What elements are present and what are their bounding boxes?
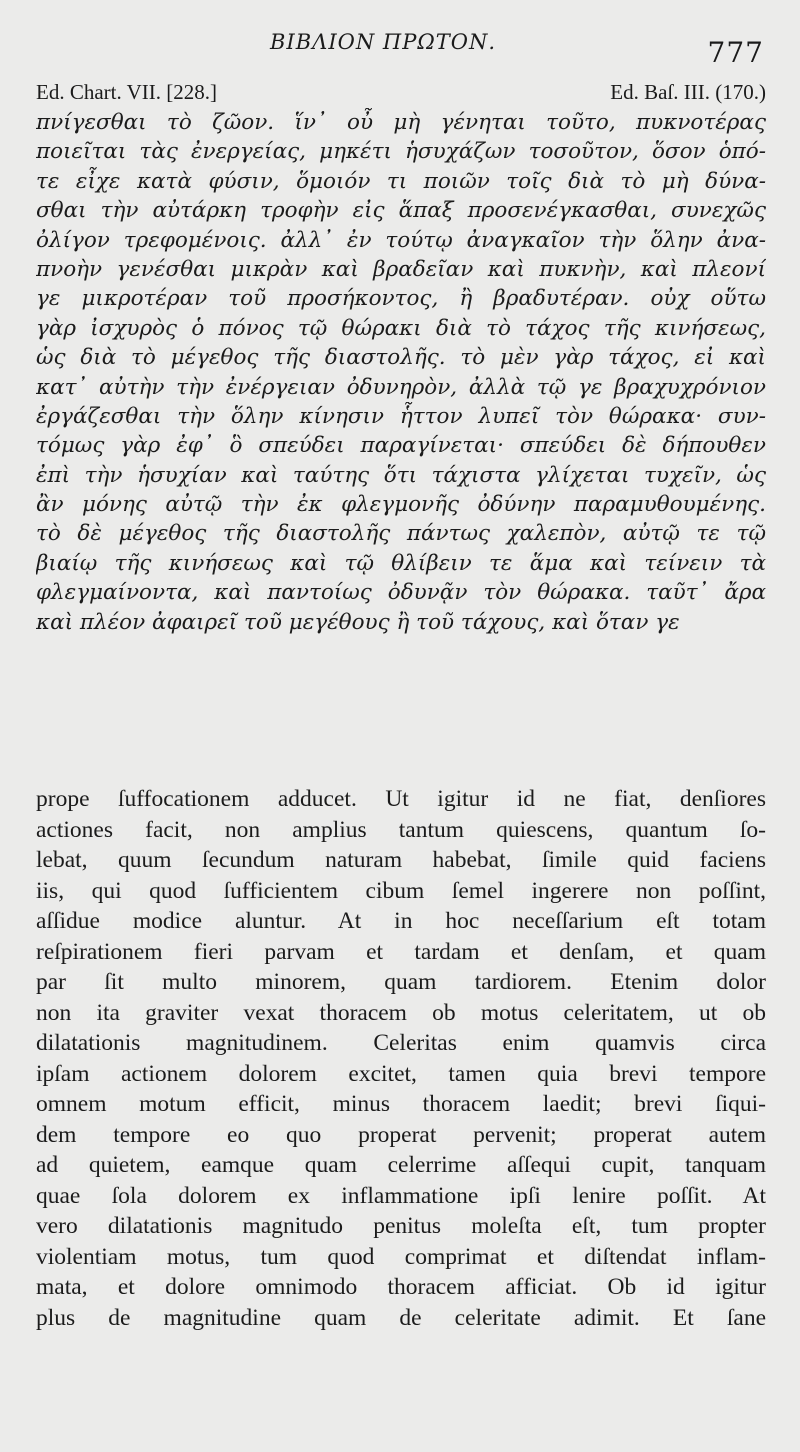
latin-text-line: dilatationis magnitudinem. Celeritas enim quamvis circa	[36, 1030, 766, 1056]
latin-text-line: quae ſola dolorem ex inflammatione ipſi lenire poſſit. At	[36, 1182, 766, 1209]
page-number: 777	[707, 36, 764, 69]
latin-text-line: lebat, quum ſecundum naturam habebat, ſimile quid faciens	[36, 847, 766, 873]
greek-text-line: σθαι τὴν αὐτάρκη τροφὴν εἰς ἅπαξ προσενέγκασθαι, συνεχῶς	[36, 198, 766, 224]
greek-text-line: γὰρ ἰσχυρὸς ὁ πόνος τῷ θώρακι διὰ τὸ τάχος τῆς κινήσεως,	[36, 315, 766, 341]
greek-text-line: ὡς διὰ τὸ μέγεθος τῆς διαστολῆς. τὸ μὲν γὰρ τάχος, εἰ καὶ	[36, 345, 766, 371]
greek-text-line: ἐπὶ τὴν ἡσυχίαν καὶ ταύτης ὅτι τάχιστα γλίχεται τυχεῖν, ὡς	[36, 462, 766, 488]
latin-text-line: aſſidue modice aluntur. At in hoc neceſſarium eſt totam	[36, 908, 766, 934]
greek-text-line: ἐργάζεσθαι τὴν ὅλην κίνησιν ἧττον λυπεῖ τὸν θώρακα· συν-	[36, 403, 766, 429]
latin-text-line: par ſit multo minorem, quam tardiorem. Etenim dolor	[36, 969, 766, 995]
latin-text-line: plus de magnitudine quam de celeritate adimit. Et ſane	[36, 1304, 766, 1331]
latin-text-line: non ita graviter vexat thoracem ob motus celeritatem, ut ob	[36, 999, 766, 1026]
running-head	[0, 30, 800, 70]
latin-text-block	[36, 784, 766, 1333]
greek-text-line: ἂν μόνης αὐτῷ τὴν ἐκ φλεγμονῆς ὀδύνην παραμυθουμένης.	[36, 492, 766, 518]
latin-text-line: violentiam motus, tum quod comprimat et diſtendat inflam-	[36, 1243, 766, 1270]
latin-text-line: reſpirationem fieri parvam et tardam et denſam, et quam	[36, 938, 766, 965]
greek-text-line: τε εἶχε κατὰ φύσιν, ὅμοιόν τι ποιῶν τοῖς διὰ τὸ μὴ δύνα-	[36, 168, 766, 194]
greek-text-line: τὸ δὲ μέγεθος τῆς διαστολῆς πάντως χαλεπὸν, αὐτῷ τε τῷ	[36, 521, 766, 547]
greek-text-line: γε μικροτέραν τοῦ προσήκοντος, ἢ βραδυτέραν. οὐχ οὕτω	[36, 286, 766, 312]
latin-text-line: prope ſuffocationem adducet. Ut igitur id ne fiat, denſiores	[36, 786, 766, 812]
greek-text-line: ὀλίγον τρεφομένοις. ἀλλ᾽ ἐν τούτῳ ἀναγκαῖον τὴν ὅλην ἀνα-	[36, 227, 766, 253]
greek-text-line: πνοὴν γενέσθαι μικρὰν καὶ βραδεῖαν καὶ πυκνὴν, καὶ πλεονί	[36, 256, 766, 282]
latin-text-line: actiones facit, non amplius tantum quiescens, quantum ſo-	[36, 816, 766, 843]
book-title: ΒΙΒΛΙΟΝ ΠΡΩΤΟΝ.	[270, 30, 497, 54]
greek-text-line: βιαίῳ τῆς κινήσεως καὶ τῷ θλίβειν τε ἅμα καὶ τείνειν τὰ	[36, 550, 766, 576]
latin-text-line: dem tempore eo quo properat pervenit; properat autem	[36, 1121, 766, 1148]
edition-references	[36, 80, 766, 108]
latin-text-line: vero dilatationis magnitudo penitus moleſta eſt, tum propter	[36, 1213, 766, 1239]
greek-text-line: τόμως γὰρ ἐφ᾽ ὃ σπεύδει παραγίνεται· σπεύδει δὲ δήπουθεν	[36, 433, 766, 459]
greek-text-block	[36, 108, 766, 637]
greek-text-line: φλεγμαίνοντα, καὶ παντοίως ὀδυνᾷν τὸν θώρακα. ταῦτ᾽ ἄρα	[36, 580, 766, 606]
latin-text-line: iis, qui quod ſufficientem cibum ſemel ingerere non poſſint,	[36, 877, 766, 904]
greek-text-line: καὶ πλέον ἀφαιρεῖ τοῦ μεγέθους ἢ τοῦ τάχους, καὶ ὅταν γε	[36, 609, 680, 635]
greek-text-line: ποιεῖται τὰς ἐνεργείας, μηκέτι ἡσυχάζων τοσοῦτον, ὅσον ὁπό-	[36, 139, 766, 165]
latin-text-line: omnem motum efficit, minus thoracem laedit; brevi ſiqui-	[36, 1091, 766, 1117]
latin-text-line: ad quietem, eamque quam celerrime aſſequi cupit, tanquam	[36, 1152, 766, 1178]
latin-text-line: mata, et dolore omnimodo thoracem afficiat. Ob id igitur	[36, 1274, 766, 1300]
edition-basel: Ed. Baſ. III. (170.)	[610, 80, 766, 104]
latin-text-line: ipſam actionem dolorem excitet, tamen quia brevi tempore	[36, 1060, 766, 1087]
greek-text-line: πνίγεσθαι τὸ ζῶον. ἵν᾽ οὖ μὴ γένηται τοῦτο, πυκνοτέρας	[36, 110, 766, 135]
edition-chartier: Ed. Chart. VII. [228.]	[36, 80, 217, 104]
greek-text-line: κατ᾽ αὐτὴν τὴν ἐνέργειαν ὀδυνηρὸν, ἀλλὰ τῷ γε βραχυχρόνιον	[36, 374, 766, 400]
